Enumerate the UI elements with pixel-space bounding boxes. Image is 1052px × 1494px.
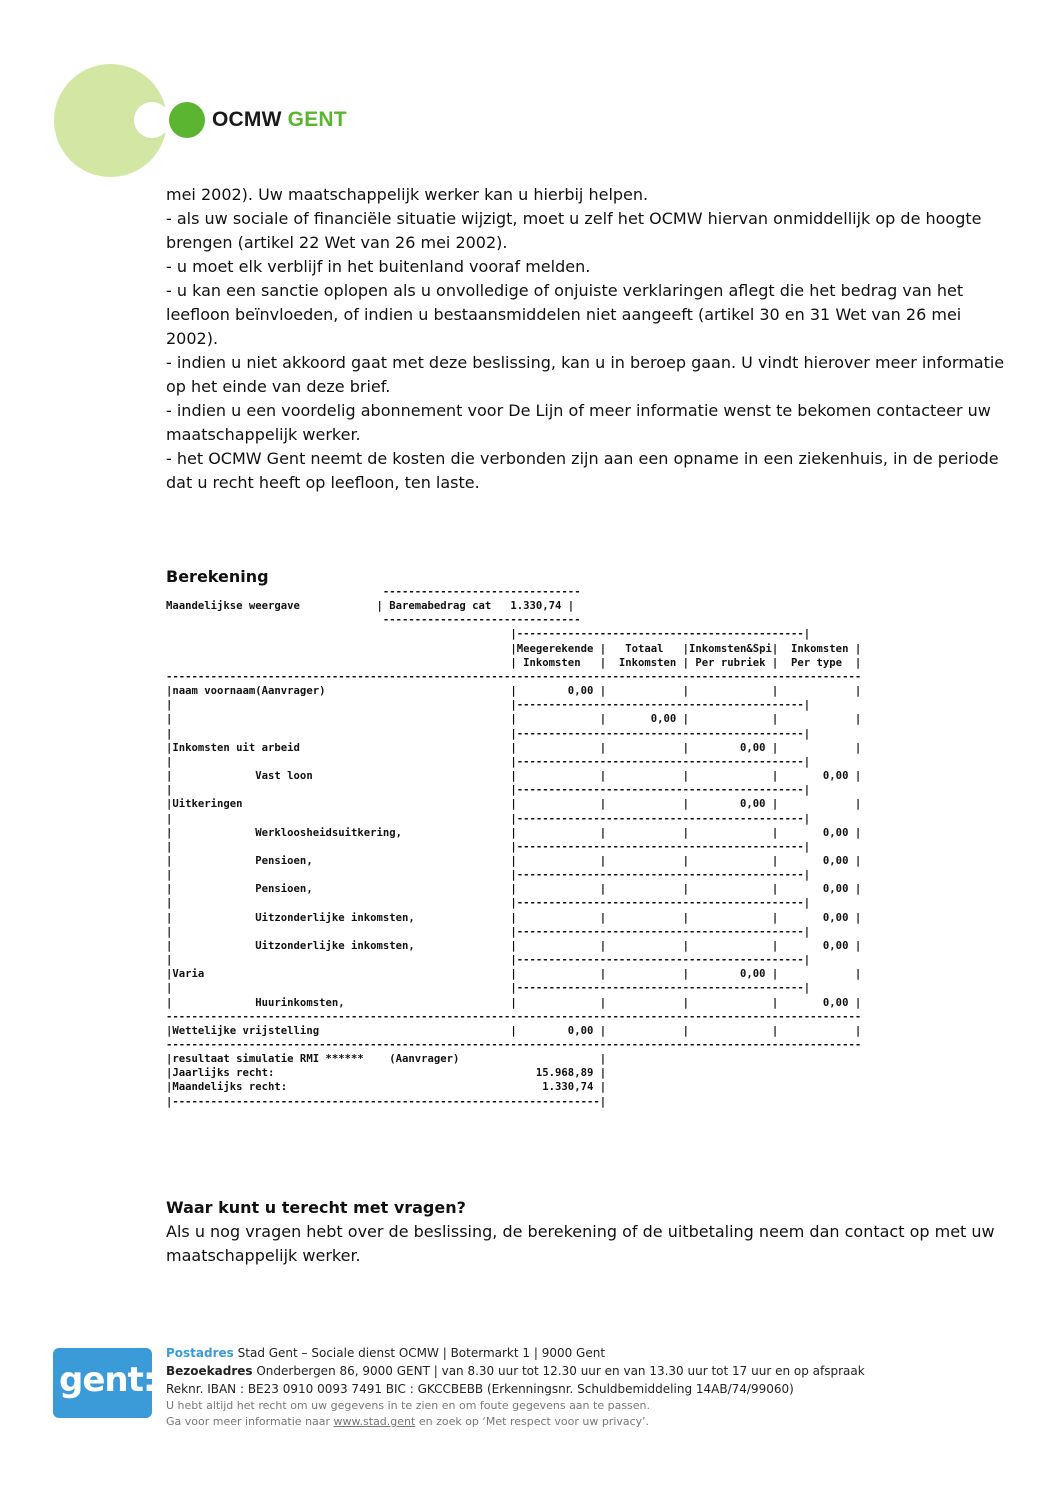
privacy-pre: Ga voor meer informatie naar bbox=[166, 1415, 331, 1428]
berekening-heading: Berekening bbox=[166, 567, 269, 586]
intro-paragraph: - het OCMW Gent neemt de kosten die verbonden zijn aan een opname in een ziekenhuis, in de periode dat u recht heeft op leefloon, ten laste. bbox=[166, 449, 999, 492]
gent-logo bbox=[53, 1348, 156, 1418]
bezoekadres-value: Onderbergen 86, 9000 GENT | van 8.30 uur tot 12.30 uur en van 13.30 uur tot 17 uur en op afspraak bbox=[256, 1364, 865, 1378]
privacy-post: en zoek op ‘Met respect voor uw privacy’. bbox=[418, 1415, 650, 1428]
logo-wordmark: OCMW GENT bbox=[212, 108, 347, 131]
postadres-label: Postadres bbox=[166, 1346, 234, 1360]
footer-postadres bbox=[166, 1344, 1026, 1362]
intro-paragraph: - u kan een sanctie oplopen als u onvolledige of onjuiste verklaringen aflegt die het bedrag van het leefloon beïnvloeden, of indien u bestaansmiddelen niet aangeeft (artikel 30 en 31 Wet van 26 mei 2002). bbox=[166, 281, 964, 348]
intro-paragraph: - u moet elk verblijf in het buitenland vooraf melden. bbox=[166, 257, 591, 276]
footer-privacy-2 bbox=[166, 1414, 1026, 1430]
intro-paragraph: - als uw sociale of financiële situatie wijzigt, moet u zelf het OCMW hiervan onmiddellijk op de hoogte brengen (artikel 22 Wet van 26 mei 2002). bbox=[166, 209, 982, 252]
gent-logo-text: gent: bbox=[59, 1360, 156, 1400]
logo-circle-white bbox=[134, 102, 170, 138]
intro-text bbox=[166, 183, 1006, 495]
logo-circle-green bbox=[169, 102, 205, 138]
footer-bezoekadres bbox=[166, 1362, 1026, 1380]
postadres-value: Stad Gent – Sociale dienst OCMW | Botermarkt 1 | 9000 Gent bbox=[237, 1346, 606, 1360]
vragen-heading: Waar kunt u terecht met vragen? bbox=[166, 1198, 466, 1217]
footer-reknr: Reknr. IBAN : BE23 0910 0093 7491 BIC : GKCCBEBB (Erkenningsnr. Schuldbemiddeling 14AB/74/99060) bbox=[166, 1382, 794, 1396]
bezoekadres-label: Bezoekadres bbox=[166, 1364, 253, 1378]
berekening-table: ------------------------------- Maandelijkse weergave | Baremabedrag cat 1.330,74 | ------------------------------- |---------------------------------------------| |Meegerekende | Totaal |Inkomsten&Spi| Inkomsten | | Inkomsten | Inkomsten | Per rubriek | Per type | ------------------------------------------------------------------------------------------------------------- |naam voornaam(Aanvrager) | 0,00 | | | | | |---------------------------------------------| | | | 0,00 | | | | |---------------------------------------------| |Inkomsten uit arbeid | | | 0,00 | | | |---------------------------------------------| | Vast loon | | | | 0,00 | | |---------------------------------------------| |Uitkeringen | | | 0,00 | | | |---------------------------------------------| | Werkloosheidsuitkering, | | | | 0,00 | | |---------------------------------------------| | Pensioen, | | | | 0,00 | | |---------------------------------------------| | Pensioen, | | | | 0,00 | | |---------------------------------------------| | Uitzonderlijke inkomsten, | | | | 0,00 | | |---------------------------------------------| | Uitzonderlijke inkomsten, | | | | 0,00 | | |---------------------------------------------| |Varia | | | 0,00 | | | |---------------------------------------------| | Huurinkomsten, | | | | 0,00 | ------------------------------------------------------------------------------------------------------------- |Wettelijke vrijstelling | 0,00 | | | | ------------------------------------------------------------------------------------------------------------- |resultaat simulatie RMI ****** (Aanvrager) | |Jaarlijks recht: 15.968,89 | |Maandelijks recht: 1.330,74 | |-------------------------------------------------------------------| bbox=[166, 586, 862, 1108]
footer-privacy-1: U hebt altijd het recht om uw gegevens in te zien en om foute gegevens aan te passen. bbox=[166, 1399, 651, 1412]
ocmw-gent-logo bbox=[54, 64, 354, 179]
vragen-text: Als u nog vragen hebt over de beslissing, de berekening of de uitbetaling neem dan contact op met uw maatschappelijk werker. bbox=[166, 1222, 995, 1265]
intro-paragraph: mei 2002). Uw maatschappelijk werker kan u hierbij helpen. bbox=[166, 185, 649, 204]
footer bbox=[166, 1344, 1026, 1430]
intro-paragraph: - indien u een voordelig abonnement voor De Lijn of meer informatie wenst te bekomen contacteer uw maatschappelijk werker. bbox=[166, 401, 991, 444]
intro-paragraph: - indien u niet akkoord gaat met deze beslissing, kan u in beroep gaan. U vindt hierover meer informatie op het einde van deze brief. bbox=[166, 353, 1005, 396]
privacy-link[interactable]: www.stad.gent bbox=[333, 1415, 416, 1428]
